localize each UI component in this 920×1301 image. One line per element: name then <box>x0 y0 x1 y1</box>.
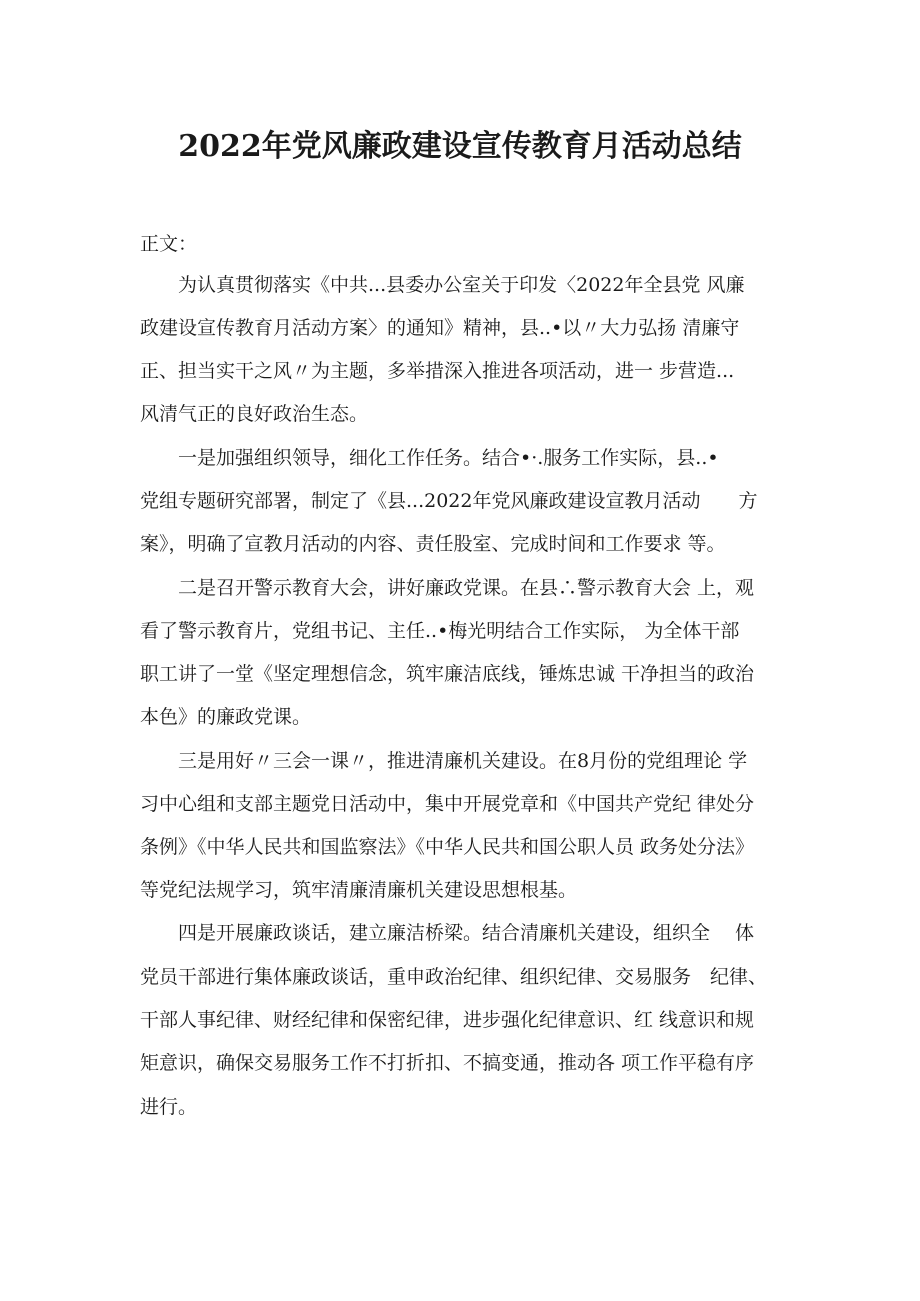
paragraph-line: 本色》的廉政党课。 <box>140 706 312 728</box>
paragraph-line: 进行。 <box>140 1096 198 1118</box>
paragraph-line: 二是召开警示教育大会，讲好廉政党课。在县∴警示教育大会 上，观 <box>178 577 755 599</box>
paragraph-line: 案》，明确了宣教月活动的内容、责任股室、完成时间和工作要求 等。 <box>140 533 726 555</box>
paragraph-line: 党组专题研究部署，制定了《县...2022年党风廉政建设宣教月活动 方 <box>140 490 758 512</box>
paragraph-line: 干部人事纪律、财经纪律和保密纪律，进步强化纪律意识、红 线意识和规 <box>140 1009 755 1031</box>
paragraph-line: 党员干部进行集体廉政谈话，重申政治纪律、组织纪律、交易服务 纪律、 <box>140 966 768 988</box>
paragraph-line: 三是用好〃三会一课〃，推进清廉机关建设。在8月份的党组理论 学 <box>178 750 748 772</box>
document-title: 2022年党风廉政建设宣传教育月活动总结 <box>178 129 742 164</box>
body-label: 正文： <box>140 233 198 255</box>
paragraph-line: 正、担当实干之风〃为主题，多举措深入推进各项活动，进一 步营造... <box>140 360 735 382</box>
paragraph-line: 等党纪法规学习，筑牢清廉清廉机关建设思想根基。 <box>140 879 578 901</box>
paragraph-line: 四是开展廉政谈话，建立廉洁桥梁。结合清廉机关建设，组织全 体 <box>178 922 755 944</box>
paragraph-line: 政建设宣传教育月活动方案〉的通知》精神，县..•以〃大力弘扬 清廉守 <box>140 317 740 339</box>
paragraph-line: 矩意识，确保交易服务工作不打折扣、不搞变通，推动各 项工作平稳有序 <box>140 1052 755 1074</box>
paragraph-line: 一是加强组织领导，细化工作任务。结合•·.服务工作实际，县..• <box>178 447 719 469</box>
paragraph-line: 职工讲了一堂《坚定理想信念，筑牢廉洁底线，锤炼忠诚 干净担当的政治 <box>140 663 755 685</box>
paragraph-line: 看了警示教育片，党组书记、主任..•梅光明结合工作实际， 为全体干部 <box>140 620 740 642</box>
paragraph-line: 风清气正的良好政治生态。 <box>140 403 369 425</box>
paragraph-line: 习中心组和支部主题党日活动中，集中开展党章和《中国共产党纪 律处分 <box>140 793 755 815</box>
paragraph-line: 条例》《中华人民共和国监察法》《中华人民共和国公职人员 政务处分法》 <box>140 836 755 858</box>
paragraph-line: 为认真贯彻落实《中共...县委办公室关于印发〈2022年全县党 风廉 <box>178 274 745 296</box>
